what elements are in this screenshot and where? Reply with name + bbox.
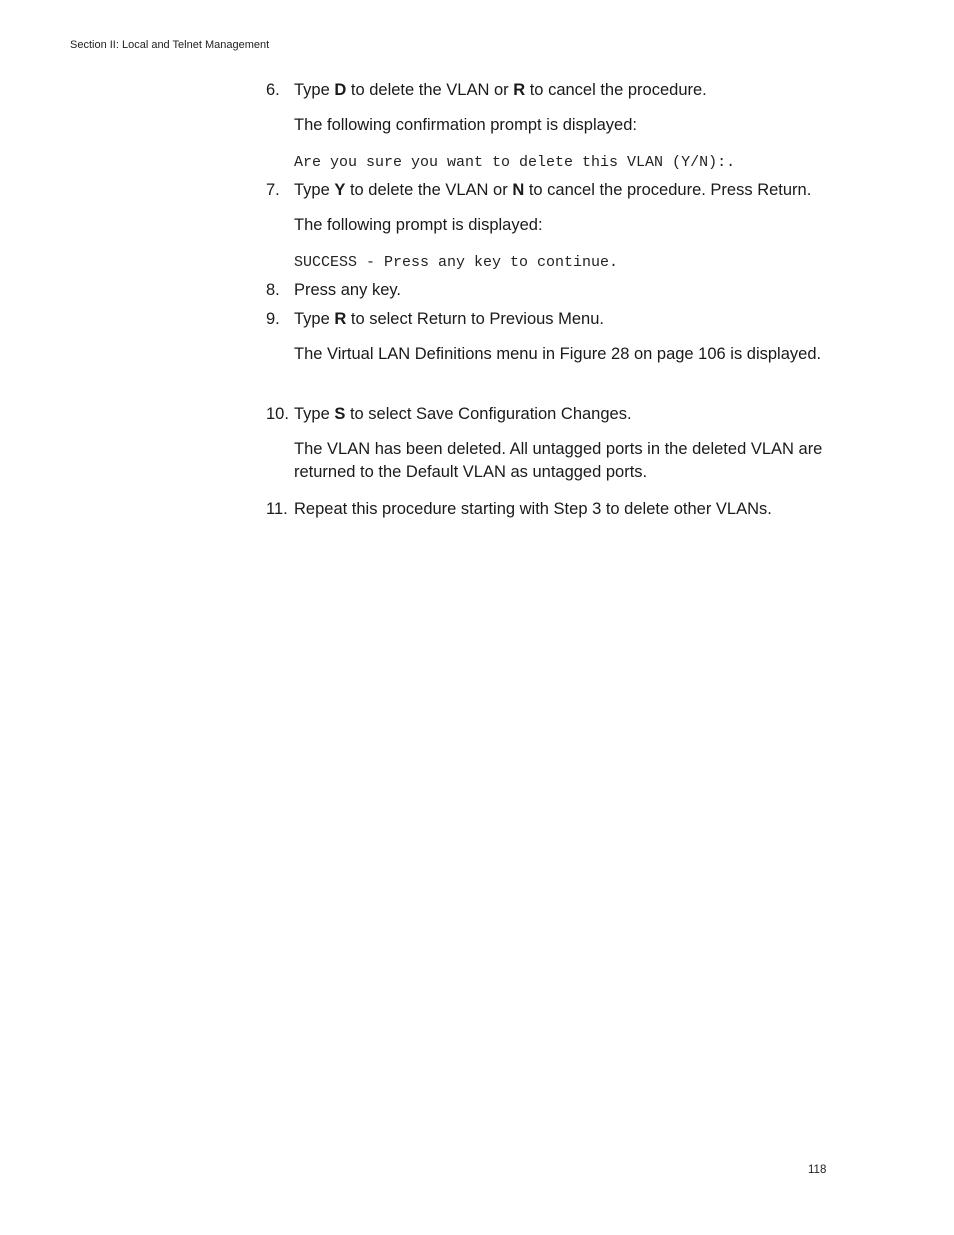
key-d: D <box>334 81 347 99</box>
step-text-part: to cancel the procedure. Press Return. <box>524 181 812 199</box>
step-number: 7. <box>266 181 280 199</box>
key-y: Y <box>334 181 346 199</box>
confirmation-prompt-code: Are you sure you want to delete this VLAN (Y/N):. <box>294 154 736 171</box>
step-7-note: The following prompt is displayed: <box>294 216 543 234</box>
success-prompt-code: SUCCESS - Press any key to continue. <box>294 254 619 271</box>
step-9-note: The Virtual LAN Definitions menu in Figure 28 on page 106 is displayed. <box>294 345 822 363</box>
step-text-part: to select Return to Previous Menu. <box>346 310 604 328</box>
step-10-note: The VLAN has been deleted. All untagged ports in the deleted VLAN are returned to the Default VLAN as untagged ports. <box>294 440 823 481</box>
step-number: 11. <box>266 500 288 518</box>
step-text-part: to cancel the procedure. <box>525 81 707 99</box>
step-text-part: to select Save Configuration Changes. <box>345 405 632 423</box>
step-text-part: Type <box>294 310 335 328</box>
step-text-part: to delete the VLAN or <box>346 81 514 99</box>
step-number: 9. <box>266 310 280 328</box>
step-number: 10. <box>266 405 289 423</box>
step-text <box>294 403 846 425</box>
step-text: Press any key. <box>294 281 401 299</box>
key-r: R <box>334 310 347 328</box>
step-6-note: The following confirmation prompt is displayed: <box>294 116 637 134</box>
step-text: Repeat this procedure starting with Step 3 to delete other VLANs. <box>294 500 772 518</box>
running-header: Section II: Local and Telnet Management <box>70 39 270 51</box>
key-n: N <box>512 181 525 199</box>
step-number: 8. <box>266 281 280 299</box>
step-text-part: Type <box>294 81 335 99</box>
key-s: S <box>334 405 346 423</box>
step-text-part: to delete the VLAN or <box>345 181 513 199</box>
step-text-part: Type <box>294 181 335 199</box>
step-text <box>294 79 846 101</box>
key-r: R <box>513 81 526 99</box>
page-number: 118 <box>808 1164 827 1176</box>
step-number: 6. <box>266 81 280 99</box>
step-text <box>294 179 846 201</box>
step-text <box>294 308 846 330</box>
step-text-part: Type <box>294 405 335 423</box>
